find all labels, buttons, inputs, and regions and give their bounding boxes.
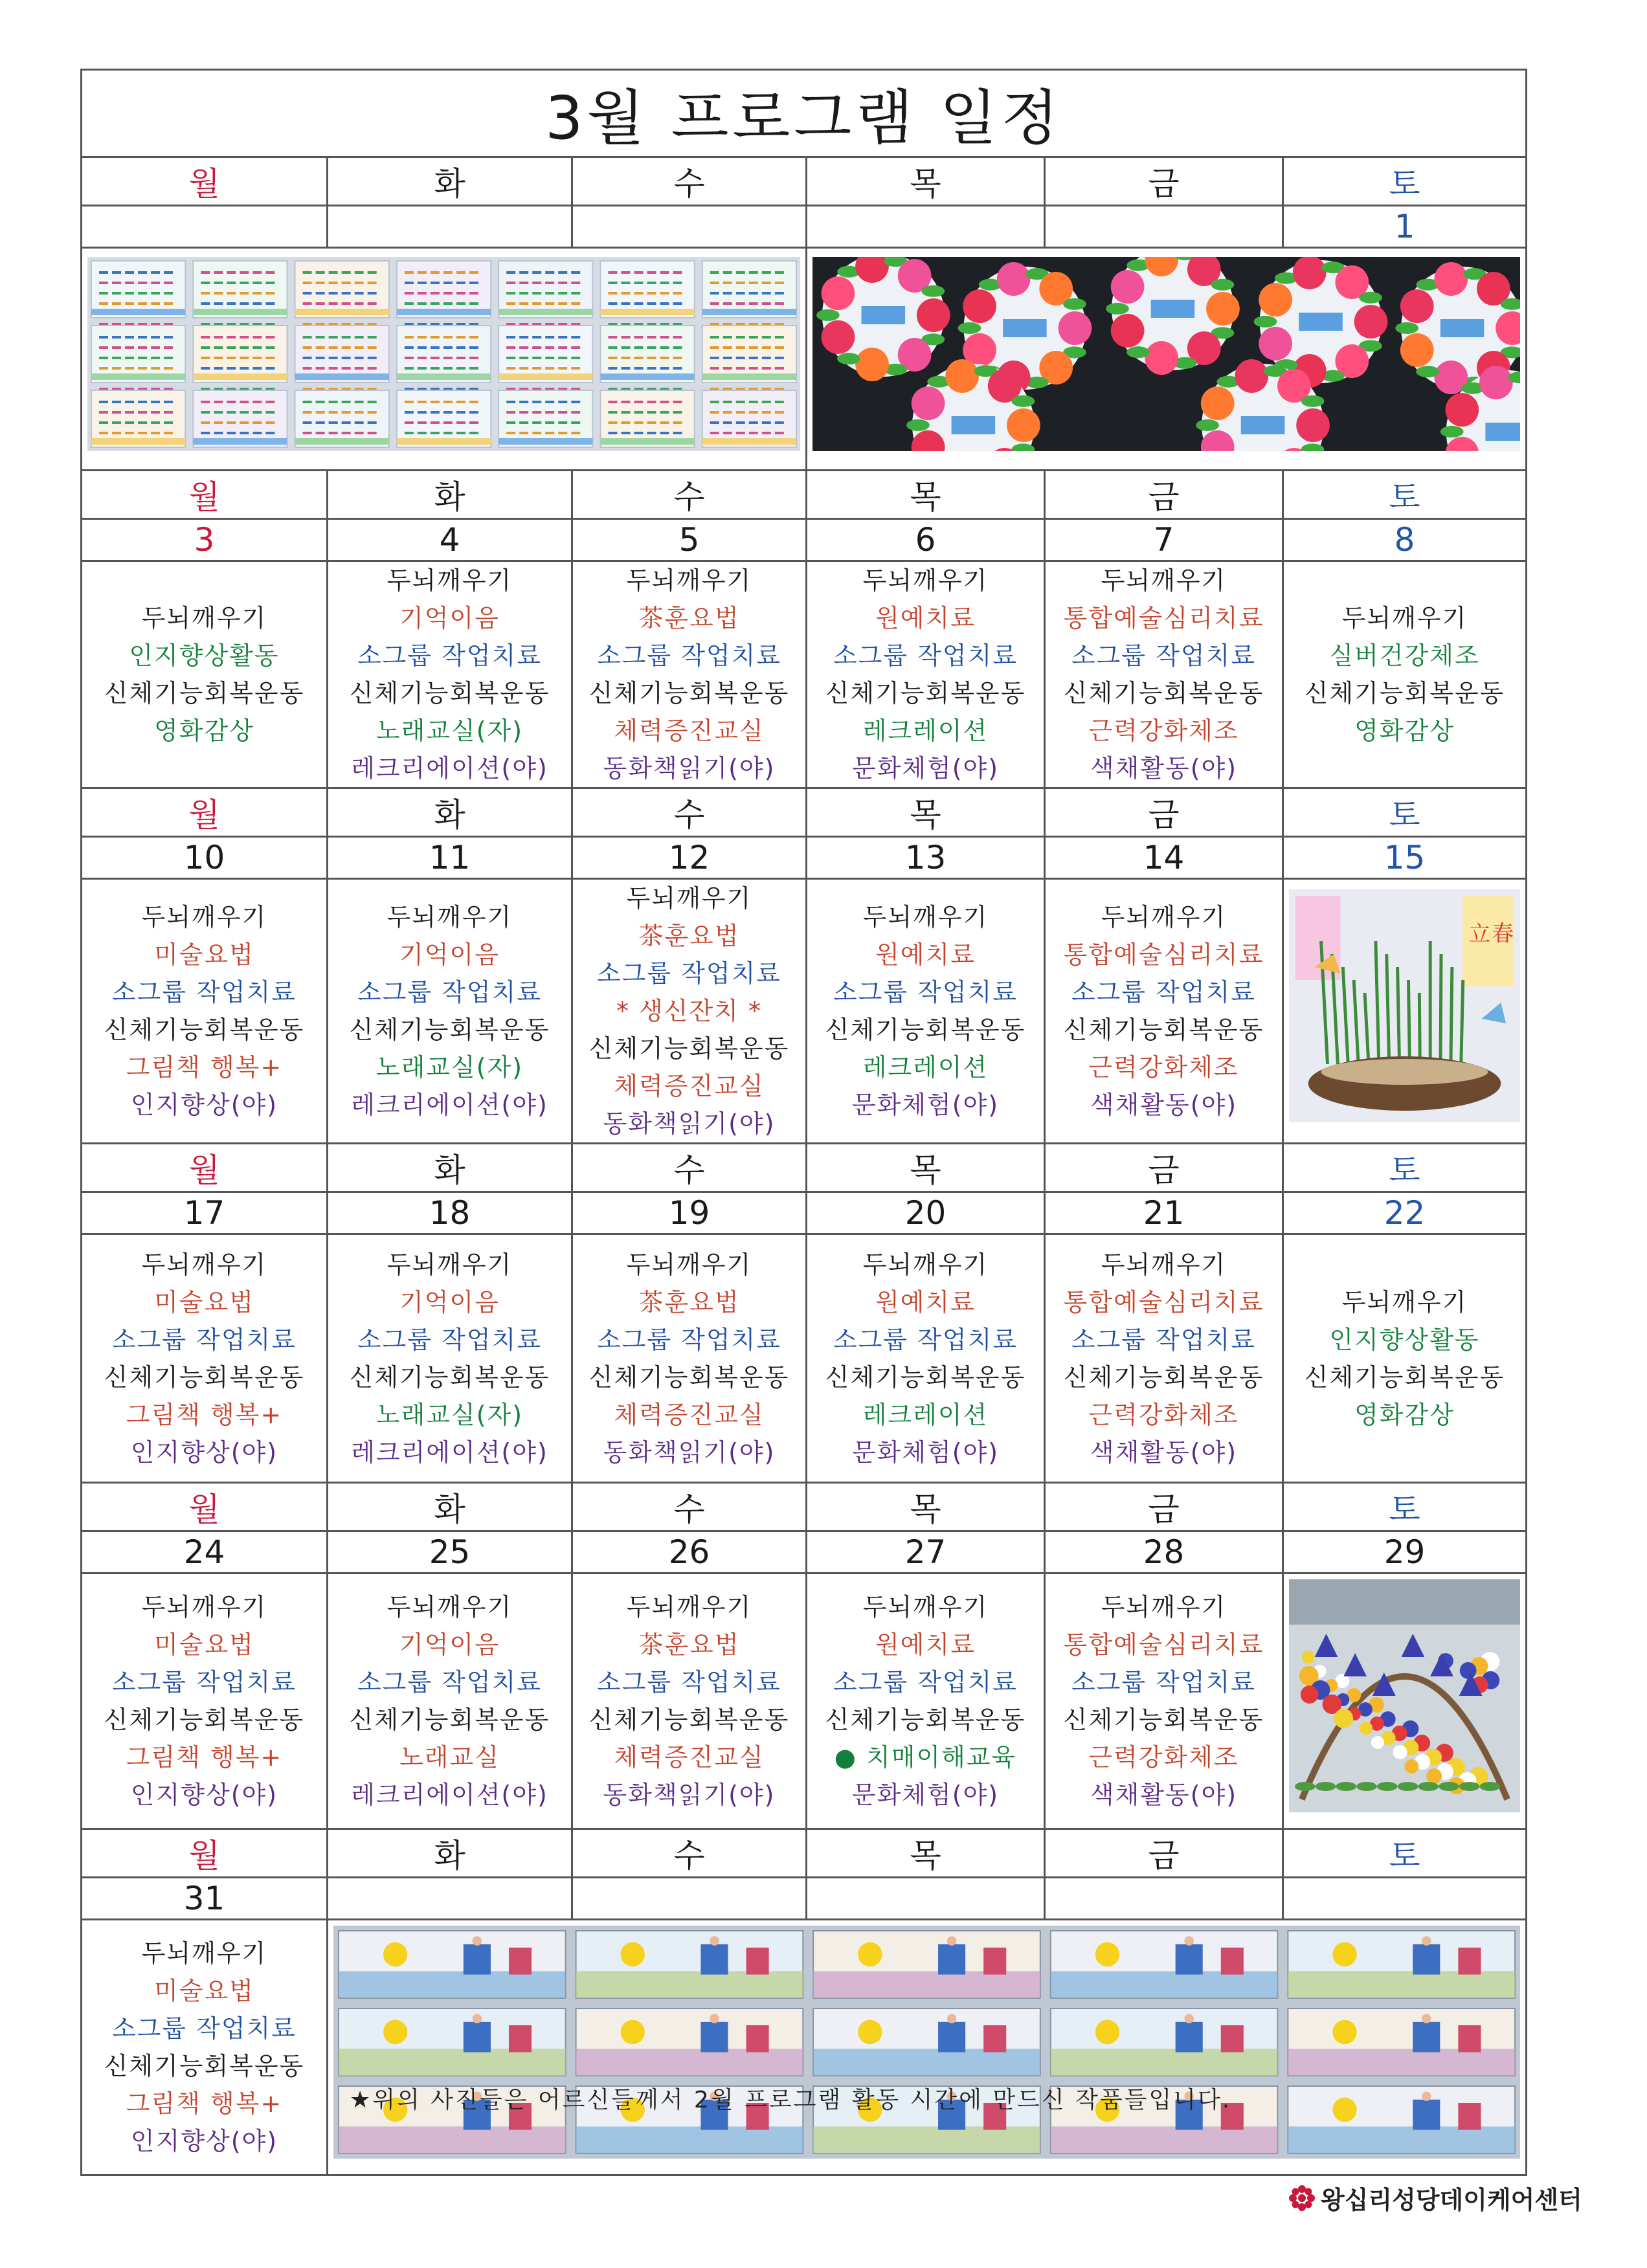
date-wed: [572, 1878, 807, 1920]
weekday-tue: 화: [328, 1829, 572, 1878]
activity-item: 소그룹 작업치료: [357, 978, 543, 1006]
date-fri: 28: [1045, 1531, 1283, 1573]
activity-item: 레크레이션: [862, 1053, 989, 1082]
activity-item: 신체기능회복운동: [1304, 1362, 1505, 1392]
activity-item: 두뇌깨우기: [626, 1593, 752, 1621]
activity-item: 인지향상활동: [1329, 1325, 1480, 1354]
activity-item: 신체기능회복운동: [349, 1362, 550, 1392]
activity-item: 신체기능회복운동: [349, 1706, 550, 1734]
weekday-mon: 월: [82, 1483, 328, 1531]
activity-item: 신체기능회복운동: [104, 1362, 305, 1392]
activity-item: 근력강화체조: [1088, 1400, 1239, 1429]
date-wed: 5: [572, 519, 807, 561]
weekday-thu: 목: [807, 1483, 1045, 1531]
date-tue: 4: [328, 519, 572, 561]
date-fri: 14: [1045, 837, 1283, 879]
activity-item: 소그룹 작업치료: [1071, 1668, 1257, 1696]
activity-item: 두뇌깨우기: [141, 1250, 267, 1279]
activities-fri: [1045, 561, 1283, 788]
activity-item: 원예치료: [875, 1630, 976, 1659]
activity-item: 소그룹 작업치료: [596, 1668, 782, 1696]
date-tue: 11: [328, 837, 572, 879]
activity-item: 그림책 행복+: [126, 1743, 283, 1772]
weekday-fri: 금: [1045, 1483, 1283, 1531]
activity-item: 소그룹 작업치료: [357, 1325, 543, 1354]
activity-item: 두뇌깨우기: [626, 884, 752, 913]
weekday-tue: 화: [328, 471, 572, 519]
activity-item: 두뇌깨우기: [862, 1250, 989, 1279]
weekday-fri: 금: [1045, 157, 1283, 206]
handwriting-cards-photo-icon: [87, 257, 800, 461]
activity-item: 원예치료: [875, 604, 976, 632]
date-thu: [807, 206, 1045, 248]
photo-cell: [328, 1920, 1527, 2175]
activity-item: 영화감상: [1354, 717, 1455, 745]
weekday-mon: 월: [82, 1829, 328, 1878]
activity-item: 茶훈요법: [638, 1287, 740, 1317]
activities-tue: [328, 879, 572, 1144]
weekday-tue: 화: [328, 157, 572, 206]
activity-item: 신체기능회복운동: [349, 679, 550, 707]
weekday-header-row: [82, 1483, 1527, 1531]
activity-item: 신체기능회복운동: [104, 2052, 305, 2080]
activity-item: 두뇌깨우기: [1341, 604, 1468, 632]
activity-item: 신체기능회복운동: [588, 679, 790, 707]
activities-sat: [1283, 1234, 1527, 1483]
activity-item: 레크리에이션(야): [351, 1091, 548, 1119]
date-row: [82, 1878, 1527, 1920]
activity-item: 소그룹 작업치료: [833, 1668, 1018, 1696]
activity-item: 두뇌깨우기: [387, 903, 513, 931]
date-tue: [328, 206, 572, 248]
weekday-thu: 목: [807, 1144, 1045, 1192]
activity-item: 인지향상(야): [130, 1438, 278, 1467]
date-wed: 26: [572, 1531, 807, 1573]
photo-cell: [1283, 1573, 1527, 1829]
date-mon: 3: [82, 519, 328, 561]
activity-item: 인지향상(야): [130, 1781, 278, 1809]
photo-cell: [82, 248, 807, 471]
weekday-sat: 토: [1283, 157, 1527, 206]
weekday-sat: 토: [1283, 1483, 1527, 1531]
photo-cell: [807, 248, 1527, 471]
date-wed: 12: [572, 837, 807, 879]
activity-item: 신체기능회복운동: [104, 1706, 305, 1734]
activity-item: 문화체험(야): [851, 1781, 1000, 1809]
activity-item: 원예치료: [875, 1287, 976, 1317]
activity-item: 茶훈요법: [638, 604, 740, 632]
activity-item: 소그룹 작업치료: [111, 1668, 297, 1696]
date-mon: [82, 206, 328, 248]
footnote: ★위의 사진들은 어르신들께서 2월 프로그램 활동 시간에 만드신 작품들입니다.: [350, 2087, 1232, 2113]
weekday-header-row: [82, 157, 1527, 206]
date-wed: [572, 206, 807, 248]
weekday-wed: 수: [572, 1144, 807, 1192]
activity-item: 미술요법: [154, 1287, 254, 1317]
weekday-sat: 토: [1283, 788, 1527, 837]
activities-mon: [82, 1920, 328, 2175]
activities-fri: [1045, 879, 1283, 1144]
activities-thu: [807, 561, 1045, 788]
date-tue: [328, 1878, 572, 1920]
weekday-fri: 금: [1045, 471, 1283, 519]
activity-item: 소그룹 작업치료: [1071, 978, 1257, 1006]
activities-thu: [807, 1234, 1045, 1483]
activity-item: 茶훈요법: [638, 922, 740, 950]
activity-item: 기억이음: [399, 1287, 500, 1317]
red-flower-logo-icon: [1287, 2183, 1317, 2213]
activity-item: 영화감상: [154, 717, 254, 745]
activity-item: 두뇌깨우기: [141, 903, 267, 931]
date-row: [82, 1531, 1527, 1573]
activity-item: 신체기능회복운동: [349, 1016, 550, 1044]
date-mon: 24: [82, 1531, 328, 1573]
activity-item: 레크리에이션(야): [351, 1781, 548, 1809]
weekday-mon: 월: [82, 1144, 328, 1192]
activities-sat: [1283, 561, 1527, 788]
activity-item: 체력증진교실: [614, 1743, 765, 1772]
weekday-fri: 금: [1045, 1829, 1283, 1878]
activity-item: 두뇌깨우기: [862, 903, 989, 931]
date-row: [82, 1192, 1527, 1234]
activity-item: 두뇌깨우기: [626, 566, 752, 595]
weekday-sat: 토: [1283, 1144, 1527, 1192]
activity-item: 신체기능회복운동: [1063, 1706, 1264, 1734]
weekday-tue: 화: [328, 1144, 572, 1192]
activities-mon: [82, 1234, 328, 1483]
activity-item: 문화체험(야): [851, 1091, 1000, 1119]
date-tue: 25: [328, 1531, 572, 1573]
date-row: [82, 519, 1527, 561]
date-thu: 27: [807, 1531, 1045, 1573]
activity-item: 미술요법: [154, 1630, 254, 1659]
page-title: 3월 프로그램 일정: [82, 70, 1527, 157]
activity-item: 두뇌깨우기: [1101, 1250, 1227, 1279]
date-fri: 7: [1045, 519, 1283, 561]
activity-item: 기억이음: [399, 604, 500, 632]
activities-wed: [572, 1234, 807, 1483]
activity-item: 신체기능회복운동: [104, 679, 305, 707]
activity-item: 동화책읽기(야): [603, 754, 776, 783]
activity-item: 소그룹 작업치료: [111, 2014, 297, 2043]
activity-item: 색채활동(야): [1090, 754, 1238, 783]
activity-item: 체력증진교실: [614, 1400, 765, 1429]
activity-item: 소그룹 작업치료: [596, 641, 782, 670]
activity-item: 두뇌깨우기: [141, 1939, 267, 1968]
date-wed: 19: [572, 1192, 807, 1234]
weekday-thu: 목: [807, 157, 1045, 206]
activity-item: 통합예술심리치료: [1063, 940, 1264, 969]
program-schedule-table: [80, 69, 1527, 2176]
activity-item: 소그룹 작업치료: [357, 641, 543, 670]
activity-item: 색채활동(야): [1090, 1438, 1238, 1467]
weekday-wed: 수: [572, 157, 807, 206]
activity-item: 소그룹 작업치료: [357, 1668, 543, 1696]
date-sat: [1283, 1878, 1527, 1920]
activity-item: 동화책읽기(야): [603, 1109, 776, 1138]
weekday-sat: 토: [1283, 471, 1527, 519]
date-sat: 22: [1283, 1192, 1527, 1234]
activity-item: 두뇌깨우기: [141, 604, 267, 632]
date-mon: 10: [82, 837, 328, 879]
activity-item: 영화감상: [1354, 1400, 1455, 1429]
activity-item: 근력강화체조: [1088, 717, 1239, 745]
activity-item: 두뇌깨우기: [387, 1593, 513, 1621]
activity-item: 색채활동(야): [1090, 1091, 1238, 1119]
activity-item: 동화책읽기(야): [603, 1781, 776, 1809]
activity-item: 통합예술심리치료: [1063, 1630, 1264, 1659]
activity-item: 두뇌깨우기: [141, 1593, 267, 1621]
activity-item: 두뇌깨우기: [1101, 1593, 1227, 1621]
date-thu: [807, 1878, 1045, 1920]
iris-flower-basket-photo-icon: [1289, 1579, 1520, 1823]
spring-flower-pot-photo-icon: [1289, 889, 1520, 1133]
activity-item: 동화책읽기(야): [603, 1438, 776, 1467]
date-row: [82, 837, 1527, 879]
activity-item: 신체기능회복운동: [825, 1016, 1026, 1044]
activity-item: 그림책 행복+: [126, 2089, 283, 2118]
activity-item: 기억이음: [399, 940, 500, 969]
activity-item: 미술요법: [154, 1977, 254, 2005]
activity-item: 그림책 행복+: [126, 1400, 283, 1429]
date-tue: 18: [328, 1192, 572, 1234]
weekday-mon: 월: [82, 157, 328, 206]
svg-text:立春: 立春: [1468, 920, 1516, 947]
week-activities-row: [82, 1573, 1527, 1829]
date-mon: 31: [82, 1878, 328, 1920]
activity-item: 소그룹 작업치료: [596, 1325, 782, 1354]
activity-item: 체력증진교실: [614, 717, 765, 745]
activity-item: 소그룹 작업치료: [1071, 1325, 1257, 1354]
activities-wed: [572, 1573, 807, 1829]
activity-item: 인지향상(야): [130, 1091, 278, 1119]
activity-item: 소그룹 작업치료: [833, 1325, 1018, 1354]
activity-item: 두뇌깨우기: [626, 1250, 752, 1279]
activity-item: 신체기능회복운동: [1063, 1016, 1264, 1044]
activity-item: 소그룹 작업치료: [111, 978, 297, 1006]
folk-painting-drawings-photo-icon: [333, 1926, 1520, 2169]
activity-item: 소그룹 작업치료: [833, 641, 1018, 670]
activity-item: 신체기능회복운동: [1063, 679, 1264, 707]
activity-item: 레크리에이션(야): [351, 1438, 548, 1467]
date-sat: 15: [1283, 837, 1527, 879]
weekday-header-row: [82, 1144, 1527, 1192]
activity-item: 기억이음: [399, 1630, 500, 1659]
date-thu: 13: [807, 837, 1045, 879]
activities-thu: [807, 879, 1045, 1144]
activity-item: 두뇌깨우기: [862, 566, 989, 595]
date-fri: [1045, 1878, 1283, 1920]
brand-name: 왕십리성당데이케어센터: [1321, 2186, 1582, 2214]
activity-item: 근력강화체조: [1088, 1053, 1239, 1082]
activities-tue: [328, 1234, 572, 1483]
date-mon: 17: [82, 1192, 328, 1234]
weekday-mon: 월: [82, 471, 328, 519]
activity-item: 레크리에이션(야): [351, 754, 548, 783]
activities-mon: [82, 1573, 328, 1829]
activity-item: 신체기능회복운동: [1063, 1362, 1264, 1392]
week-activities-row: [82, 248, 1527, 471]
week-activities-row: [82, 1234, 1527, 1483]
weekday-thu: 목: [807, 471, 1045, 519]
activity-item: ● 치매이해교육: [834, 1743, 1017, 1772]
weekday-fri: 금: [1045, 1144, 1283, 1192]
weekday-thu: 목: [807, 1829, 1045, 1878]
activity-item: 문화체험(야): [851, 754, 1000, 783]
activity-item: 두뇌깨우기: [387, 566, 513, 595]
activity-item: 레크레이션: [862, 717, 989, 745]
activity-item: 신체기능회복운동: [825, 1362, 1026, 1392]
weekday-mon: 월: [82, 788, 328, 837]
weekday-sat: 토: [1283, 1829, 1527, 1878]
activity-item: 노래교실(자): [375, 1400, 524, 1429]
center-brand: [1287, 2180, 1582, 2216]
activity-item: 그림책 행복+: [126, 1053, 283, 1082]
activities-wed: [572, 879, 807, 1144]
activity-item: 문화체험(야): [851, 1438, 1000, 1467]
weekday-tue: 화: [328, 1483, 572, 1531]
activity-item: 신체기능회복운동: [588, 1362, 790, 1392]
activity-item: 노래교실(자): [375, 1053, 524, 1082]
activity-item: 노래교실(자): [375, 717, 524, 745]
weekday-fri: 금: [1045, 788, 1283, 837]
activity-item: 레크레이션: [862, 1400, 989, 1429]
activity-item: 미술요법: [154, 940, 254, 969]
weekday-header-row: [82, 471, 1527, 519]
activity-item: 인지향상(야): [130, 2127, 278, 2155]
week-activities-row: [82, 1920, 1527, 2175]
weekday-wed: 수: [572, 1483, 807, 1531]
weekday-wed: 수: [572, 471, 807, 519]
activities-mon: [82, 561, 328, 788]
date-sat: 29: [1283, 1531, 1527, 1573]
activity-item: 茶훈요법: [638, 1630, 740, 1659]
activity-item: 신체기능회복운동: [588, 1706, 790, 1734]
weekday-thu: 목: [807, 788, 1045, 837]
weekday-header-row: [82, 788, 1527, 837]
activity-item: 두뇌깨우기: [1101, 903, 1227, 931]
activity-item: 인지향상활동: [129, 641, 280, 670]
activities-tue: [328, 1573, 572, 1829]
activities-fri: [1045, 1234, 1283, 1483]
week-activities-row: [82, 879, 1527, 1144]
week-activities-row: [82, 561, 1527, 788]
activity-item: 실버건강체조: [1329, 641, 1480, 670]
activities-mon: [82, 879, 328, 1144]
date-sat: 1: [1283, 206, 1527, 248]
activities-wed: [572, 561, 807, 788]
activity-item: 신체기능회복운동: [825, 1706, 1026, 1734]
weekday-header-row: [82, 1829, 1527, 1878]
activity-item: 두뇌깨우기: [862, 1593, 989, 1621]
activity-item: 두뇌깨우기: [387, 1250, 513, 1279]
activity-item: 두뇌깨우기: [1101, 566, 1227, 595]
weekday-wed: 수: [572, 1829, 807, 1878]
weekday-wed: 수: [572, 788, 807, 837]
date-thu: 20: [807, 1192, 1045, 1234]
activity-item: 통합예술심리치료: [1063, 1287, 1264, 1317]
activity-item: 신체기능회복운동: [825, 679, 1026, 707]
date-fri: [1045, 206, 1283, 248]
date-thu: 6: [807, 519, 1045, 561]
activity-item: 색채활동(야): [1090, 1781, 1238, 1809]
activity-item: 소그룹 작업치료: [111, 1325, 297, 1354]
date-row: [82, 206, 1527, 248]
activity-item: 원예치료: [875, 940, 976, 969]
activities-fri: [1045, 1573, 1283, 1829]
activity-item: 노래교실: [399, 1743, 500, 1772]
activities-thu: [807, 1573, 1045, 1829]
activity-item: 소그룹 작업치료: [1071, 641, 1257, 670]
activity-item: * 생신잔치 *: [616, 997, 762, 1025]
activity-item: 체력증진교실: [614, 1072, 765, 1100]
activity-item: 소그룹 작업치료: [833, 978, 1018, 1006]
activity-item: 소그룹 작업치료: [596, 959, 782, 988]
flower-wreaths-photo-icon: [812, 257, 1520, 461]
date-fri: 21: [1045, 1192, 1283, 1234]
date-sat: 8: [1283, 519, 1527, 561]
activity-item: 신체기능회복운동: [588, 1034, 790, 1063]
photo-cell: [1283, 879, 1527, 1144]
activity-item: 근력강화체조: [1088, 1743, 1239, 1772]
activity-item: 두뇌깨우기: [1341, 1287, 1468, 1317]
activity-item: 신체기능회복운동: [104, 1016, 305, 1044]
activities-tue: [328, 561, 572, 788]
activity-item: 신체기능회복운동: [1304, 679, 1505, 707]
weekday-tue: 화: [328, 788, 572, 837]
activity-item: 통합예술심리치료: [1063, 604, 1264, 632]
